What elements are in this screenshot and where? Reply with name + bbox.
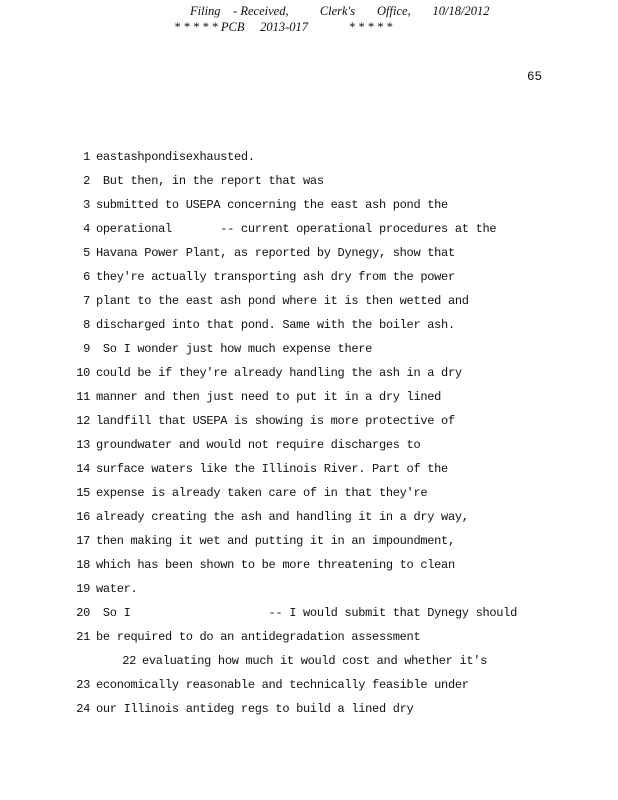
line-text: manner and then just need to put it in a dry lined — [96, 390, 442, 404]
line-text: So I wonder just how much expense there — [96, 342, 373, 356]
line-number: 7 — [83, 294, 90, 308]
line-text: surface waters like the Illinois River. Part of the — [96, 462, 448, 476]
transcript-line — [66, 390, 441, 410]
transcript-line — [66, 438, 420, 458]
line-text: be required to do an antidegradation assessment — [96, 630, 421, 644]
line-text: water. — [96, 582, 138, 596]
transcript-line — [80, 654, 487, 674]
transcript-line — [66, 222, 496, 242]
line-number: 3 — [83, 198, 90, 212]
line-text: could be if they're already handling the ash in a dry — [96, 366, 462, 380]
line-number: 1 — [83, 150, 90, 164]
line-number: 18 — [76, 558, 90, 572]
transcript-line — [66, 150, 255, 170]
line-number: 13 — [76, 438, 90, 452]
line-number: 11 — [76, 390, 90, 404]
transcript-line — [66, 198, 448, 218]
transcript-line — [66, 702, 413, 722]
line-text: already creating the ash and handling it in a dry way, — [96, 510, 469, 524]
transcript-line — [66, 174, 324, 194]
line-text: plant to the east ash pond where it is then wetted and — [96, 294, 469, 308]
line-text: groundwater and would not require discharges to — [96, 438, 421, 452]
line-text: submitted to USEPA concerning the east ash pond the — [96, 198, 448, 212]
line-number: 24 — [76, 702, 90, 716]
transcript-line — [66, 318, 455, 338]
line-number: 19 — [76, 582, 90, 596]
line-number: 12 — [76, 414, 90, 428]
transcript-line — [66, 582, 137, 602]
line-number: 6 — [83, 270, 90, 284]
line-text: So I -- I would submit that Dynegy should — [96, 606, 517, 620]
transcript-line — [66, 558, 455, 578]
filing-stamp-line-1: Filing - Received, Clerk's Office, 10/18/2012 — [190, 4, 490, 18]
line-number: 16 — [76, 510, 90, 524]
transcript-line — [66, 606, 517, 626]
line-number: 23 — [76, 678, 90, 692]
line-text: landfill that USEPA is showing is more protective of — [96, 414, 455, 428]
line-text: expense is already taken care of in that they're — [96, 486, 428, 500]
line-text: eastashpondisexhausted. — [96, 150, 255, 164]
line-number: 17 — [76, 534, 90, 548]
line-number: 15 — [76, 486, 90, 500]
line-text: our Illinois antideg regs to build a lined dry — [96, 702, 414, 716]
line-text: discharged into that pond. Same with the boiler ash. — [96, 318, 455, 332]
transcript-line — [66, 486, 427, 506]
transcript-line — [66, 270, 455, 290]
line-text: operational -- current operational procedures at the — [96, 222, 497, 236]
line-number: 21 — [76, 630, 90, 644]
transcript-line — [66, 534, 455, 554]
line-text: Havana Power Plant, as reported by Dynegy, show that — [96, 246, 455, 260]
line-number: 22 — [122, 654, 136, 668]
transcript-line — [66, 246, 455, 266]
line-number: 9 — [83, 342, 90, 356]
line-number: 20 — [76, 606, 90, 620]
line-text: But then, in the report that was — [96, 174, 324, 188]
line-number: 2 — [83, 174, 90, 188]
transcript-line — [66, 414, 455, 434]
transcript-line — [66, 294, 469, 314]
transcript-line — [66, 342, 372, 362]
line-text: economically reasonable and technically feasible under — [96, 678, 469, 692]
filing-stamp-line-2: * * * * * PCB 2013-017 * * * * * — [174, 20, 393, 34]
transcript-line — [66, 366, 462, 386]
page-number: 65 — [527, 70, 543, 84]
line-text: they're actually transporting ash dry from the power — [96, 270, 455, 284]
line-number: 4 — [83, 222, 90, 236]
line-number: 14 — [76, 462, 90, 476]
transcript-line — [66, 678, 469, 698]
transcript-line — [66, 630, 420, 650]
line-text: evaluating how much it would cost and whether it's — [142, 654, 488, 668]
line-text: then making it wet and putting it in an impoundment, — [96, 534, 455, 548]
line-text: which has been shown to be more threatening to clean — [96, 558, 455, 572]
line-number: 10 — [76, 366, 90, 380]
line-number: 5 — [83, 246, 90, 260]
transcript-line — [66, 462, 448, 482]
line-number: 8 — [83, 318, 90, 332]
transcript-line — [66, 510, 469, 530]
